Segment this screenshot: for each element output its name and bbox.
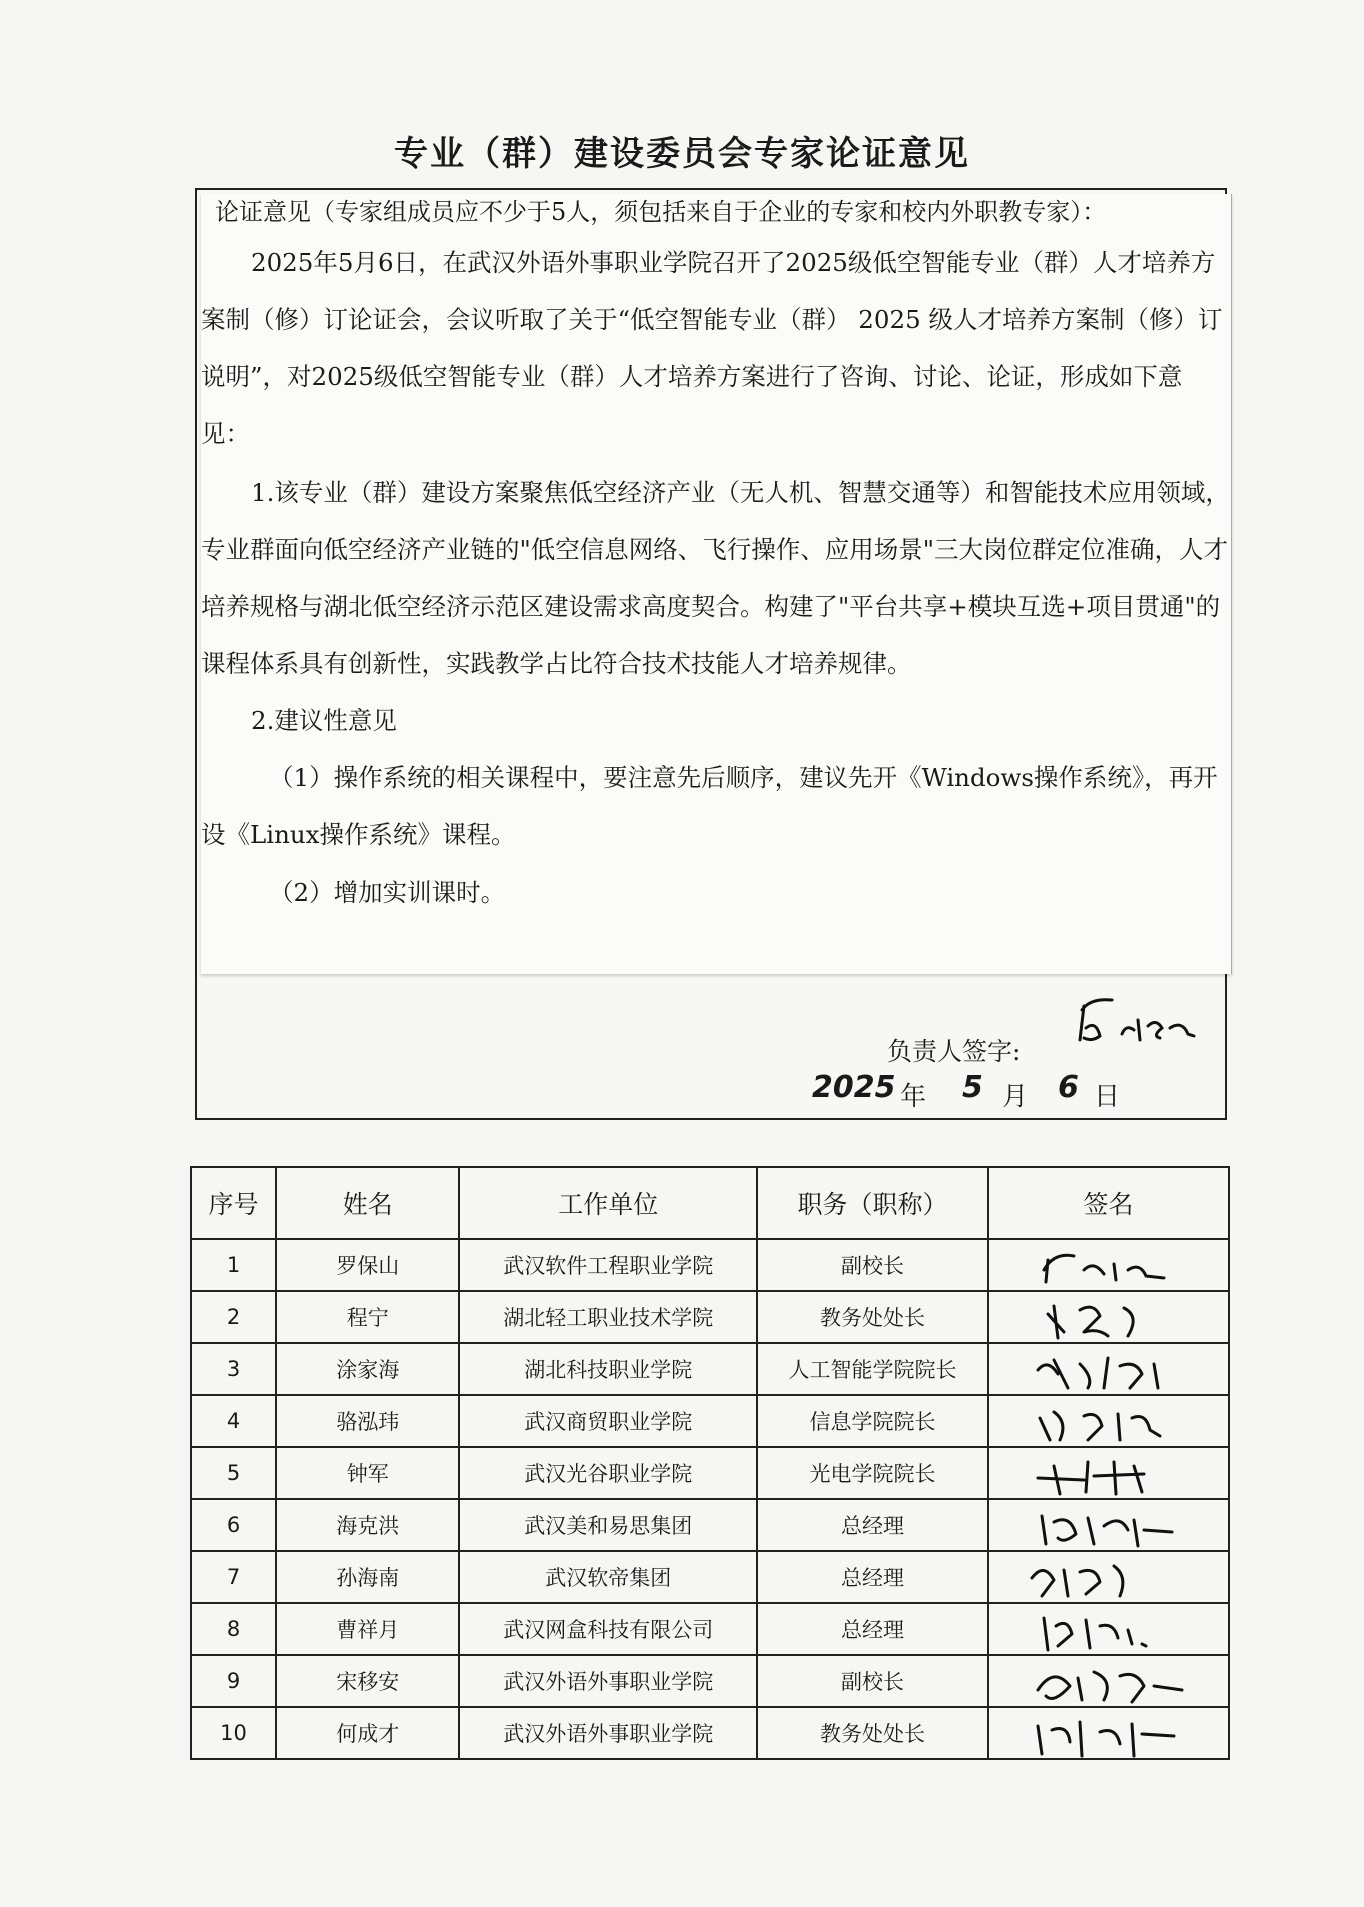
row-no: 5 <box>191 1447 276 1499</box>
opinion-heading: 论证意见（专家组成员应不少于5人，须包括来自于企业的专家和校内外职教专家）： <box>215 198 1107 226</box>
row-signature <box>988 1655 1229 1707</box>
point-one-paragraph: 1.该专业（群）建设方案聚焦低空经济产业（无人机、智慧交通等）和智能技术应用领域，专业群面向低空经济产业链的"低空信息网络、飞行操作、应用场景"三大岗位群定位准确，人才培养规格与湖北低空经济示范区建设需求高度契合。构建了"平台共享+模块互选+项目贯通"的课程体系具有创新性，实践教学占比符合技术技能人才培养规律。 <box>201 478 1230 678</box>
row-signature <box>988 1551 1229 1603</box>
row-unit: 湖北科技职业学院 <box>459 1343 757 1395</box>
handwritten-signature <box>1024 1708 1194 1758</box>
row-title: 副校长 <box>757 1655 988 1707</box>
row-title: 光电学院院长 <box>757 1447 988 1499</box>
date-month-unit: 月 <box>1002 1082 1029 1112</box>
row-title: 信息学院院长 <box>757 1395 988 1447</box>
date-day: 6 <box>1058 1070 1079 1105</box>
date-line <box>812 1070 1172 1116</box>
opinion-paper <box>201 194 1232 974</box>
row-signature <box>988 1603 1229 1655</box>
header-signature: 签名 <box>988 1167 1229 1239</box>
row-name: 宋移安 <box>276 1655 459 1707</box>
row-name: 曹祥月 <box>276 1603 459 1655</box>
suggestion-two: （2）增加实训课时。 <box>269 878 506 907</box>
row-unit: 武汉外语外事职业学院 <box>459 1707 757 1759</box>
row-name: 海克洪 <box>276 1499 459 1551</box>
row-unit: 武汉光谷职业学院 <box>459 1447 757 1499</box>
row-name: 孙海南 <box>276 1551 459 1603</box>
row-name: 何成才 <box>276 1707 459 1759</box>
signature-label: 负责人签字: <box>887 1037 1021 1066</box>
page-title: 专业（群）建设委员会专家论证意见 <box>394 134 970 174</box>
intro-paragraph: 2025年5月6日，在武汉外语外事职业学院召开了2025级低空智能专业（群）人才培养方案制（修）订论证会，会议听取了关于“低空智能专业（群） 2025 级人才培养方案制（修）订说明”，对2025级低空智能专业（群）人才培养方案进行了咨询、讨论、论证，形成如下意见： <box>201 248 1223 448</box>
handwritten-signature <box>1024 1448 1194 1498</box>
date-month: 5 <box>962 1070 983 1105</box>
handwritten-signature <box>1024 1344 1194 1394</box>
handwritten-signature <box>1024 1604 1194 1654</box>
row-title: 教务处处长 <box>757 1707 988 1759</box>
table-row <box>191 1551 1229 1603</box>
row-unit: 武汉商贸职业学院 <box>459 1395 757 1447</box>
row-no: 8 <box>191 1603 276 1655</box>
row-signature <box>988 1447 1229 1499</box>
expert-table <box>190 1166 1230 1760</box>
point-two-heading: 2.建议性意见 <box>251 706 397 735</box>
date-year-unit: 年 <box>900 1082 927 1112</box>
table-row <box>191 1447 1229 1499</box>
row-unit: 湖北轻工职业技术学院 <box>459 1291 757 1343</box>
table-row <box>191 1603 1229 1655</box>
row-no: 6 <box>191 1499 276 1551</box>
row-name: 涂家海 <box>276 1343 459 1395</box>
suggestion-one: （1）操作系统的相关课程中，要注意先后顺序，建议先开《Windows操作系统》，再开设《Linux操作系统》课程。 <box>201 763 1218 849</box>
row-title: 副校长 <box>757 1239 988 1291</box>
header-name: 姓名 <box>276 1167 459 1239</box>
date-day-unit: 日 <box>1094 1082 1121 1112</box>
signature-block <box>812 990 1217 1112</box>
header-title: 职务（职称） <box>757 1167 988 1239</box>
table-row <box>191 1395 1229 1447</box>
row-unit: 武汉外语外事职业学院 <box>459 1655 757 1707</box>
handwritten-signature <box>1024 1240 1194 1290</box>
table-body <box>191 1239 1229 1759</box>
row-title: 总经理 <box>757 1551 988 1603</box>
row-unit: 武汉软件工程职业学院 <box>459 1239 757 1291</box>
row-signature <box>988 1395 1229 1447</box>
row-name: 钟军 <box>276 1447 459 1499</box>
row-no: 7 <box>191 1551 276 1603</box>
row-signature <box>988 1239 1229 1291</box>
row-signature <box>988 1707 1229 1759</box>
row-title: 教务处处长 <box>757 1291 988 1343</box>
row-signature <box>988 1343 1229 1395</box>
table-header-row <box>191 1167 1229 1239</box>
row-signature <box>988 1499 1229 1551</box>
row-no: 9 <box>191 1655 276 1707</box>
row-title: 总经理 <box>757 1603 988 1655</box>
opinion-box <box>195 188 1230 1120</box>
handwritten-signature <box>1024 1292 1194 1342</box>
header-unit: 工作单位 <box>459 1167 757 1239</box>
table-row <box>191 1707 1229 1759</box>
table-row <box>191 1291 1229 1343</box>
row-name: 程宁 <box>276 1291 459 1343</box>
row-no: 1 <box>191 1239 276 1291</box>
table-row <box>191 1499 1229 1551</box>
row-name: 骆泓玮 <box>276 1395 459 1447</box>
handwritten-signature <box>1024 1396 1194 1446</box>
row-no: 3 <box>191 1343 276 1395</box>
table-row <box>191 1239 1229 1291</box>
row-unit: 武汉网盒科技有限公司 <box>459 1603 757 1655</box>
row-unit: 武汉软帝集团 <box>459 1551 757 1603</box>
leader-signature <box>1052 990 1212 1070</box>
row-title: 总经理 <box>757 1499 988 1551</box>
row-no: 4 <box>191 1395 276 1447</box>
row-title: 人工智能学院院长 <box>757 1343 988 1395</box>
handwritten-signature <box>1024 1656 1194 1706</box>
date-year: 2025 <box>812 1070 896 1105</box>
row-signature <box>988 1291 1229 1343</box>
row-unit: 武汉美和易思集团 <box>459 1499 757 1551</box>
header-no: 序号 <box>191 1167 276 1239</box>
table-row <box>191 1655 1229 1707</box>
table-row <box>191 1343 1229 1395</box>
row-name: 罗保山 <box>276 1239 459 1291</box>
handwritten-signature <box>1024 1552 1194 1602</box>
handwritten-signature <box>1024 1500 1194 1550</box>
row-no: 2 <box>191 1291 276 1343</box>
row-no: 10 <box>191 1707 276 1759</box>
